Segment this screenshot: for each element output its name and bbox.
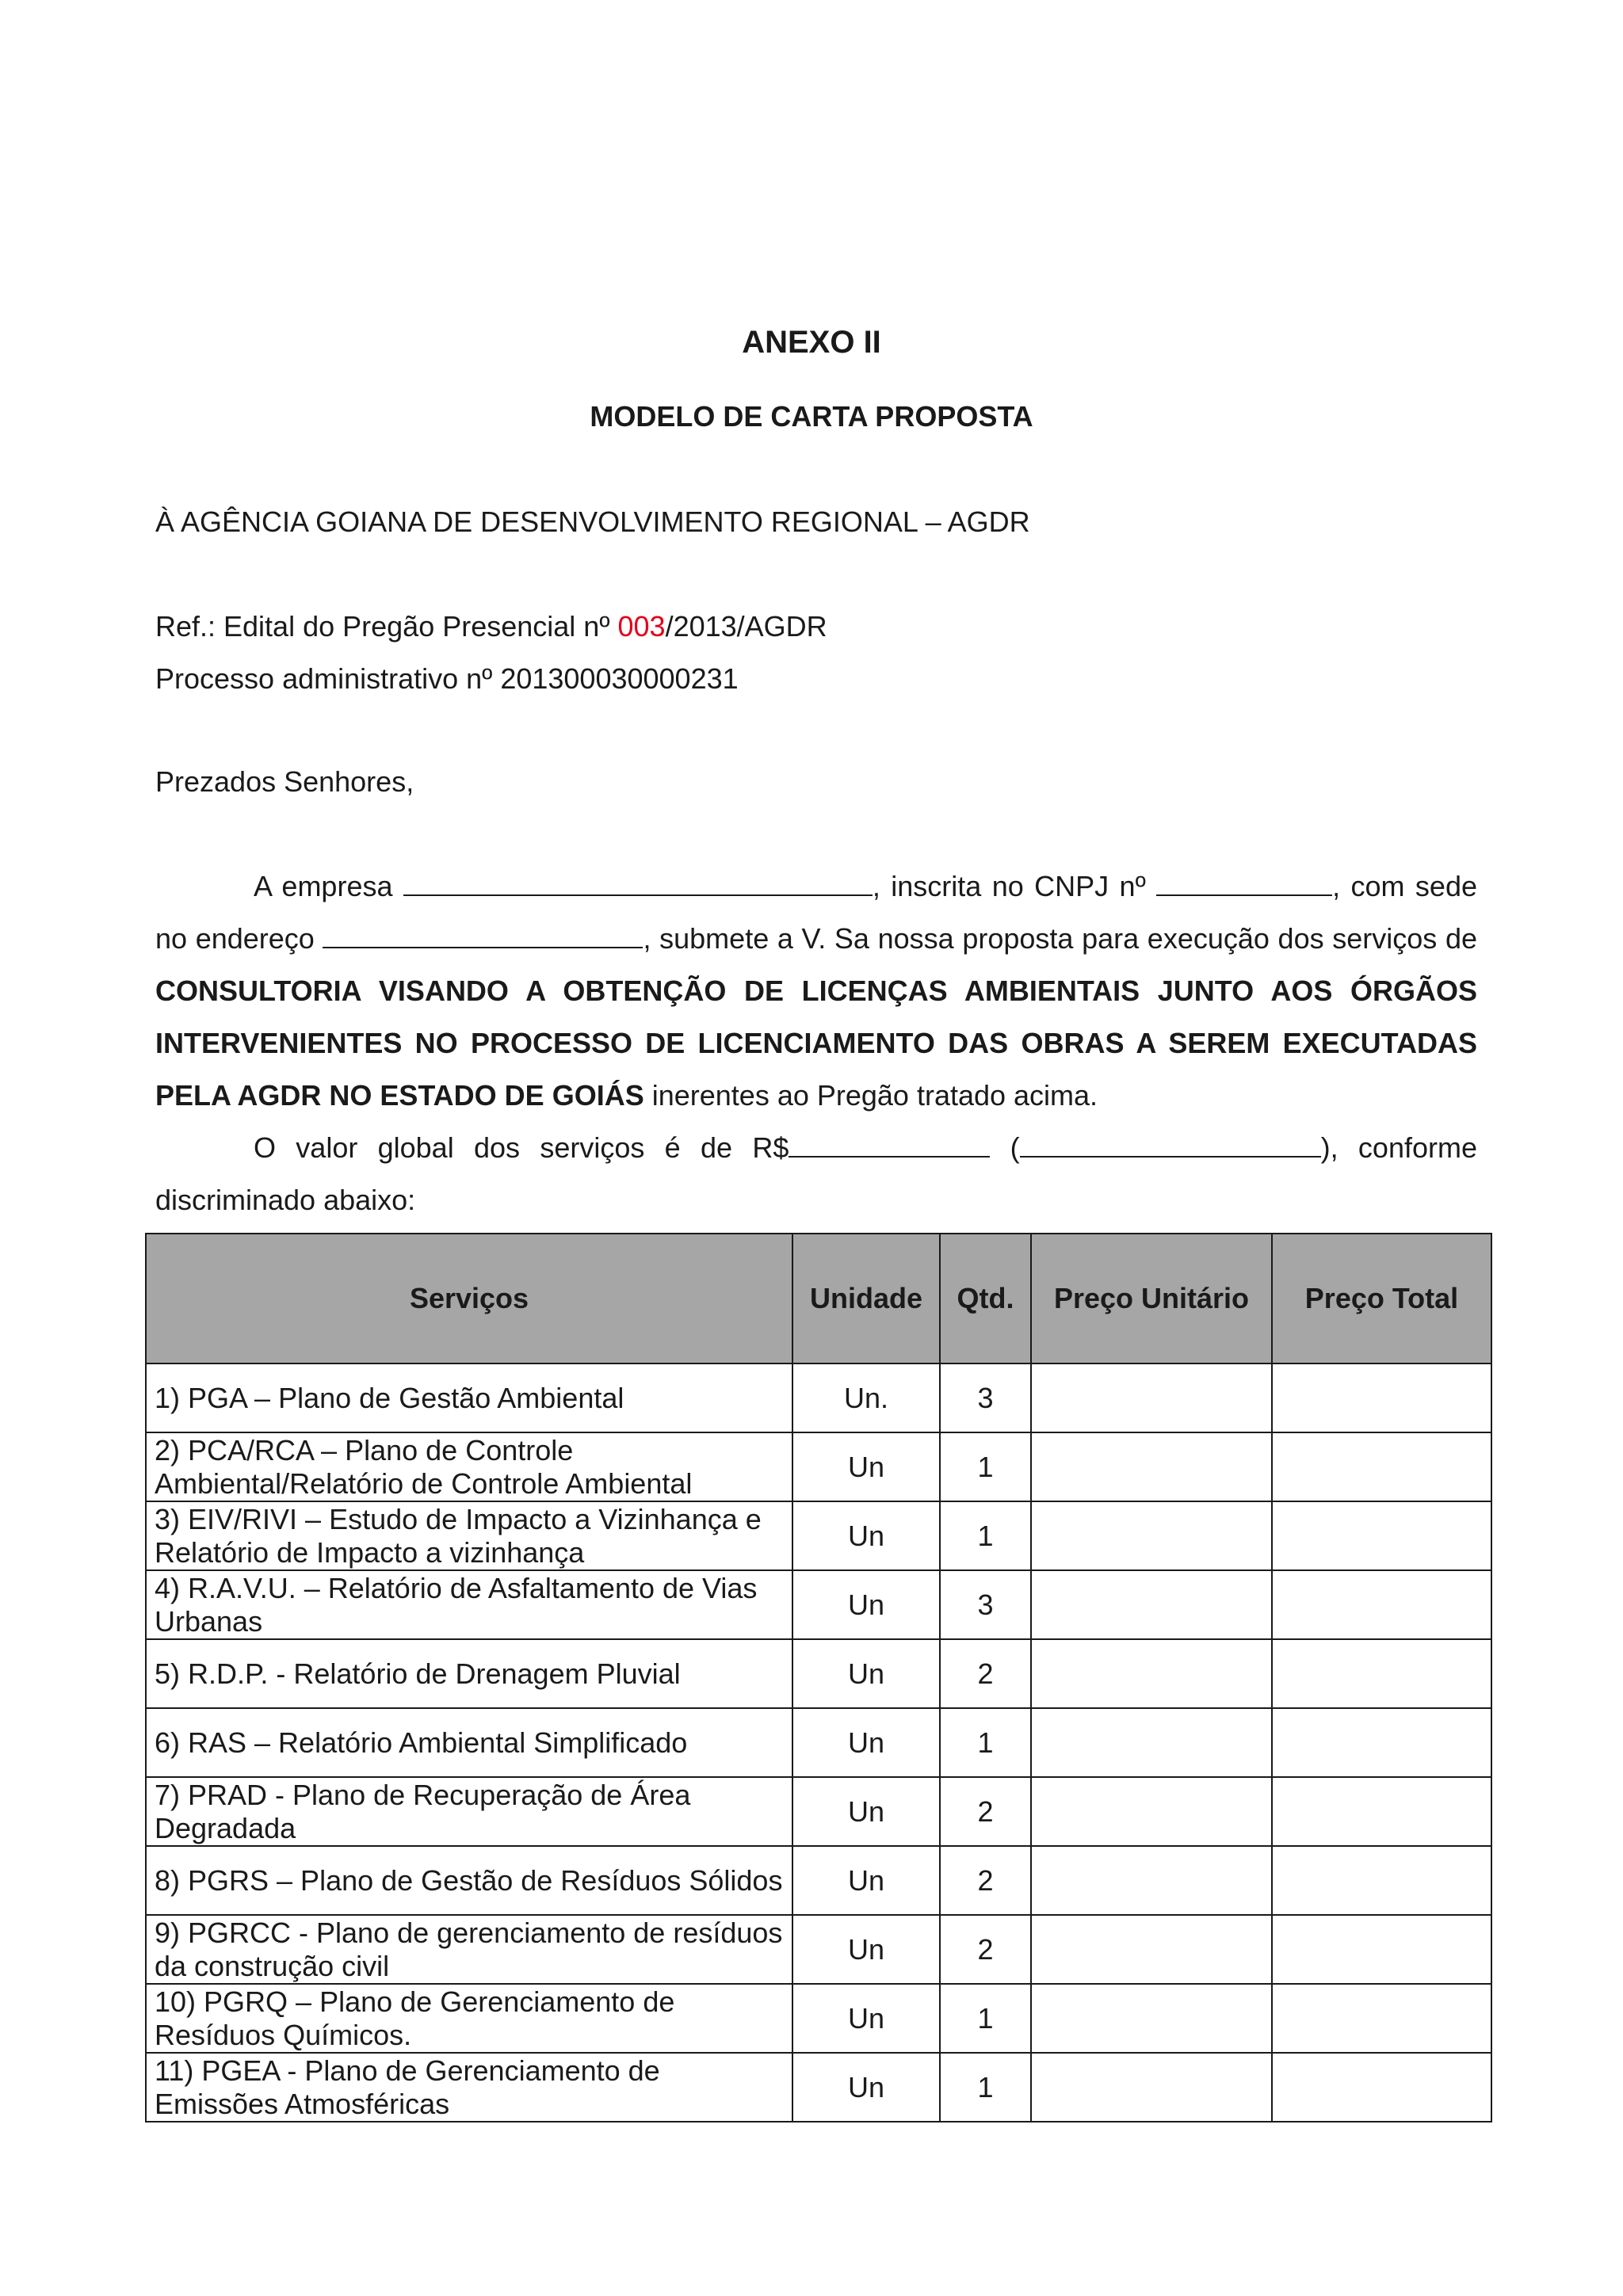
table-row (146, 2053, 1491, 2122)
total-price-cell[interactable] (1272, 1639, 1491, 1708)
service-cell: 1) PGA – Plano de Gestão Ambiental (146, 1363, 792, 1432)
service-cell: 9) PGRCC - Plano de gerenciamento de resíduos da construção civil (146, 1915, 792, 1984)
reference-suffix: /2013/AGDR (665, 610, 827, 643)
header-unit-price: Preço Unitário (1031, 1234, 1272, 1363)
table-row (146, 1708, 1491, 1777)
table-row (146, 1432, 1491, 1501)
value-paragraph (155, 1122, 1477, 1226)
total-price-cell[interactable] (1272, 1501, 1491, 1570)
reference-prefix: Ref.: Edital do Pregão Presencial nº (155, 610, 618, 643)
text-services: , submete a V. Sa nossa proposta para execução dos serviços de (643, 922, 1477, 955)
unit-price-cell[interactable] (1031, 2053, 1272, 2122)
unit-price-cell[interactable] (1031, 1915, 1272, 1984)
service-cell: 6) RAS – Relatório Ambiental Simplificado (146, 1708, 792, 1777)
value-words-blank (1020, 1132, 1321, 1158)
total-price-cell[interactable] (1272, 1432, 1491, 1501)
table-row (146, 1915, 1491, 1984)
unit-price-cell[interactable] (1031, 1501, 1272, 1570)
company-name-blank (403, 871, 873, 896)
qty-cell: 1 (940, 1501, 1031, 1570)
total-price-cell[interactable] (1272, 1570, 1491, 1639)
service-cell: 3) EIV/RIVI – Estudo de Impacto a Vizinhança e Relatório de Impacto a vizinhança (146, 1501, 792, 1570)
salutation: Prezados Senhores, (155, 765, 414, 798)
text-conforme: ), conforme discriminado abaixo: (155, 1131, 1477, 1216)
services-description: CONSULTORIA VISANDO A OBTENÇÃO DE LICENÇAS AMBIENTAIS JUNTO AOS ÓRGÃOS INTERVENIENTES NO PROCESSO DE LICENCIAMENTO DAS OBRAS A SEREM EXECUTADAS PELA AGDR NO ESTADO DE GOIÁS (155, 974, 1477, 1112)
unit-price-cell[interactable] (1031, 1777, 1272, 1846)
text-global-value: O valor global dos serviços é de R$ (254, 1131, 789, 1164)
text-closing: inerentes ao Pregão tratado acima. (643, 1079, 1098, 1112)
text-open-paren: ( (990, 1131, 1020, 1164)
total-price-cell[interactable] (1272, 1777, 1491, 1846)
qty-cell: 1 (940, 1432, 1031, 1501)
table-row (146, 1639, 1491, 1708)
total-price-cell[interactable] (1272, 1708, 1491, 1777)
address-blank (323, 923, 643, 948)
unit-price-cell[interactable] (1031, 1432, 1272, 1501)
table-row (146, 1570, 1491, 1639)
qty-cell: 1 (940, 1984, 1031, 2053)
service-cell: 4) R.A.V.U. – Relatório de Asfaltamento de Vias Urbanas (146, 1570, 792, 1639)
total-price-cell[interactable] (1272, 1915, 1491, 1984)
table-row (146, 1984, 1491, 2053)
edital-number: 003 (617, 610, 666, 643)
document-subtitle: MODELO DE CARTA PROPOSTA (590, 400, 1033, 433)
unit-cell: Un (792, 1501, 940, 1570)
qty-cell: 2 (940, 1639, 1031, 1708)
header-services: Serviços (146, 1234, 792, 1363)
qty-cell: 2 (940, 1777, 1031, 1846)
proposal-paragraph (155, 860, 1477, 1122)
unit-price-cell[interactable] (1031, 1570, 1272, 1639)
unit-cell: Un (792, 1984, 940, 2053)
table-row (146, 1777, 1491, 1846)
service-cell: 11) PGEA - Plano de Gerenciamento de Emissões Atmosféricas (146, 2053, 792, 2122)
qty-cell: 2 (940, 1915, 1031, 1984)
service-cell: 7) PRAD - Plano de Recuperação de Área Degradada (146, 1777, 792, 1846)
unit-price-cell[interactable] (1031, 1984, 1272, 2053)
unit-cell: Un (792, 1432, 940, 1501)
header-total-price: Preço Total (1272, 1234, 1491, 1363)
addressee-line: À AGÊNCIA GOIANA DE DESENVOLVIMENTO REGIONAL – AGDR (155, 505, 1030, 538)
unit-price-cell[interactable] (1031, 1639, 1272, 1708)
unit-price-cell[interactable] (1031, 1708, 1272, 1777)
table-row (146, 1501, 1491, 1570)
qty-cell: 3 (940, 1570, 1031, 1639)
unit-cell: Un (792, 1570, 940, 1639)
unit-cell: Un (792, 1639, 940, 1708)
qty-cell: 1 (940, 2053, 1031, 2122)
qty-cell: 2 (940, 1846, 1031, 1915)
unit-cell: Un (792, 2053, 940, 2122)
qty-cell: 1 (940, 1708, 1031, 1777)
table-row (146, 1363, 1491, 1432)
header-unit: Unidade (792, 1234, 940, 1363)
header-qty: Qtd. (940, 1234, 1031, 1363)
table-header-row (146, 1234, 1491, 1363)
value-blank (789, 1132, 990, 1158)
table-row (146, 1846, 1491, 1915)
letter-body (155, 860, 1477, 1226)
unit-cell: Un (792, 1708, 940, 1777)
total-price-cell[interactable] (1272, 1984, 1491, 2053)
total-price-cell[interactable] (1272, 2053, 1491, 2122)
qty-cell: 3 (940, 1363, 1031, 1432)
service-cell: 2) PCA/RCA – Plano de Controle Ambiental/Relatório de Controle Ambiental (146, 1432, 792, 1501)
process-line: Processo administrativo nº 201300030000231 (155, 662, 739, 695)
total-price-cell[interactable] (1272, 1846, 1491, 1915)
unit-cell: Un (792, 1777, 940, 1846)
unit-cell: Un. (792, 1363, 940, 1432)
cnpj-blank (1156, 871, 1332, 896)
unit-price-cell[interactable] (1031, 1846, 1272, 1915)
annex-title: ANEXO II (742, 325, 881, 360)
reference-line (155, 610, 827, 643)
service-cell: 5) R.D.P. - Relatório de Drenagem Pluvial (146, 1639, 792, 1708)
service-cell: 8) PGRS – Plano de Gestão de Resíduos Sólidos (146, 1846, 792, 1915)
text-address: , com sede no endereço (155, 870, 1477, 955)
text-company: A empresa (254, 870, 403, 902)
service-cell: 10) PGRQ – Plano de Gerenciamento de Resíduos Químicos. (146, 1984, 792, 2053)
unit-cell: Un (792, 1915, 940, 1984)
unit-price-cell[interactable] (1031, 1363, 1272, 1432)
total-price-cell[interactable] (1272, 1363, 1491, 1432)
text-cnpj: , inscrita no CNPJ nº (872, 870, 1157, 902)
services-table (145, 1233, 1492, 2122)
unit-cell: Un (792, 1846, 940, 1915)
